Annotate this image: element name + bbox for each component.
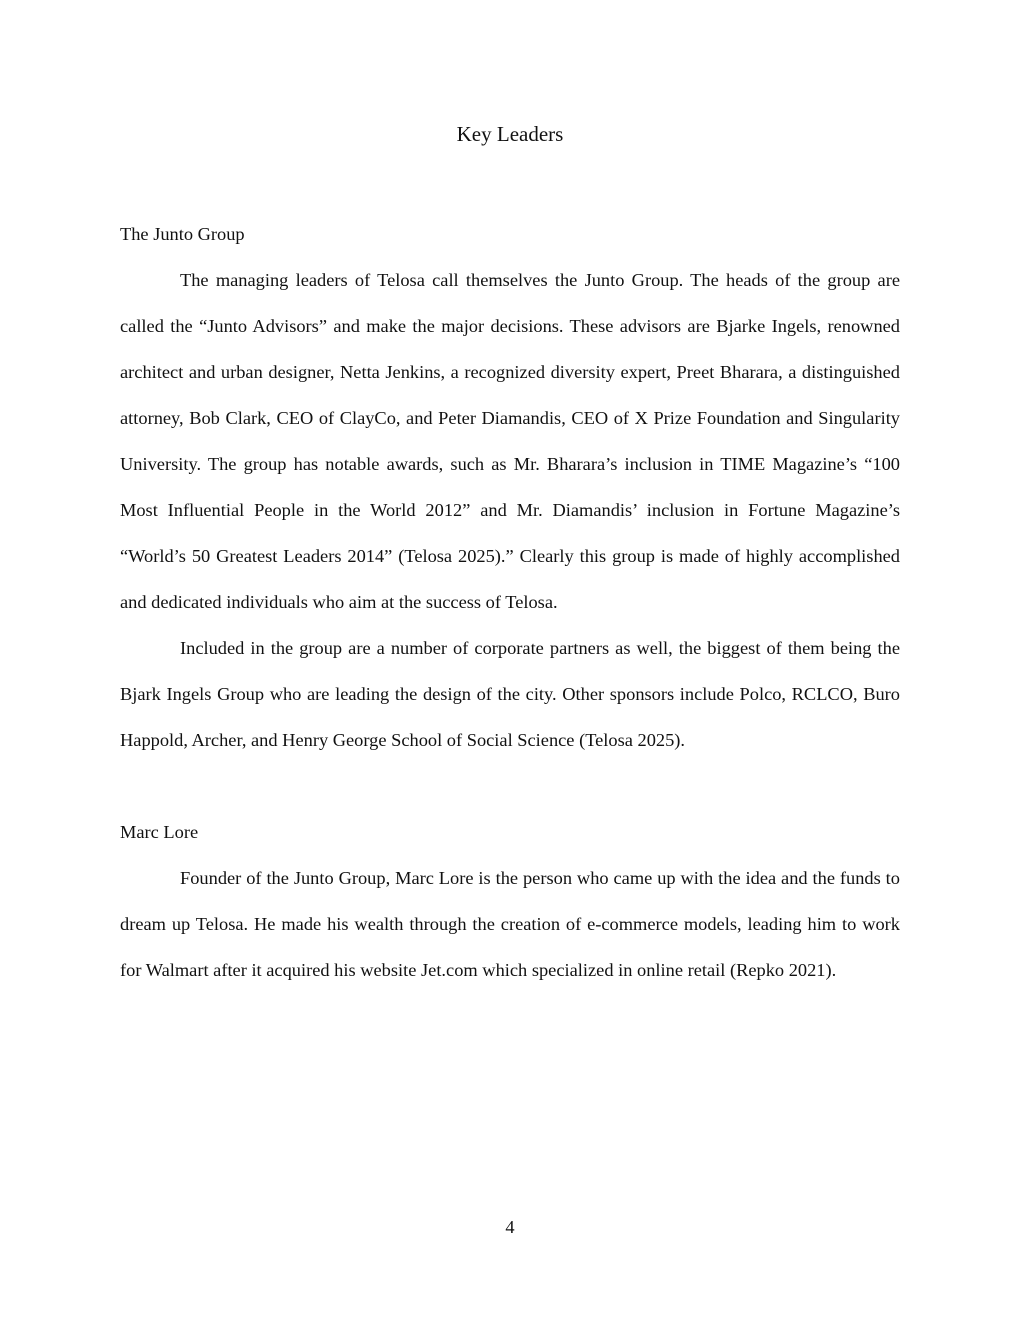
paragraph-marc-lore: Founder of the Junto Group, Marc Lore is the person who came up with the idea and the funds to dream up Telosa. He made his wealth through the creation of e-commerce models, leading him to work for Walmart after it acquired his website Jet.com which specialized in online retail (Repko 2021). — [120, 868, 900, 980]
section-spacer — [120, 763, 900, 809]
page-number: 4 — [505, 1217, 515, 1237]
section-heading-junto-group: The Junto Group — [120, 224, 245, 244]
page-title: Key Leaders — [456, 122, 564, 146]
body-text — [120, 211, 900, 993]
paragraph-corporate-partners: Included in the group are a number of corporate partners as well, the biggest of them being the Bjark Ingels Group who are leading the design of the city. Other sponsors include Polco, RCLCO, Buro Happold, Archer, and Henry George School of Social Science (Telosa 2025). — [120, 638, 900, 750]
paragraph-junto-advisors: The managing leaders of Telosa call themselves the Junto Group. The heads of the group are called the “Junto Advisors” and make the major decisions. These advisors are Bjarke Ingels, renowned architect and urban designer, Netta Jenkins, a recognized diversity expert, Preet Bharara, a distinguished attorney, Bob Clark, CEO of ClayCo, and Peter Diamandis, CEO of X Prize Foundation and Singularity University. The group has notable awards, such as Mr. Bharara’s inclusion in TIME Magazine’s “100 Most Influential People in the World 2012” and Mr. Diamandis’ inclusion in Fortune Magazine’s “World’s 50 Greatest Leaders 2014” (Telosa 2025).” Clearly this group is made of highly accomplished and dedicated individuals who aim at the success of Telosa. — [120, 270, 900, 612]
section-heading-marc-lore: Marc Lore — [120, 822, 199, 842]
